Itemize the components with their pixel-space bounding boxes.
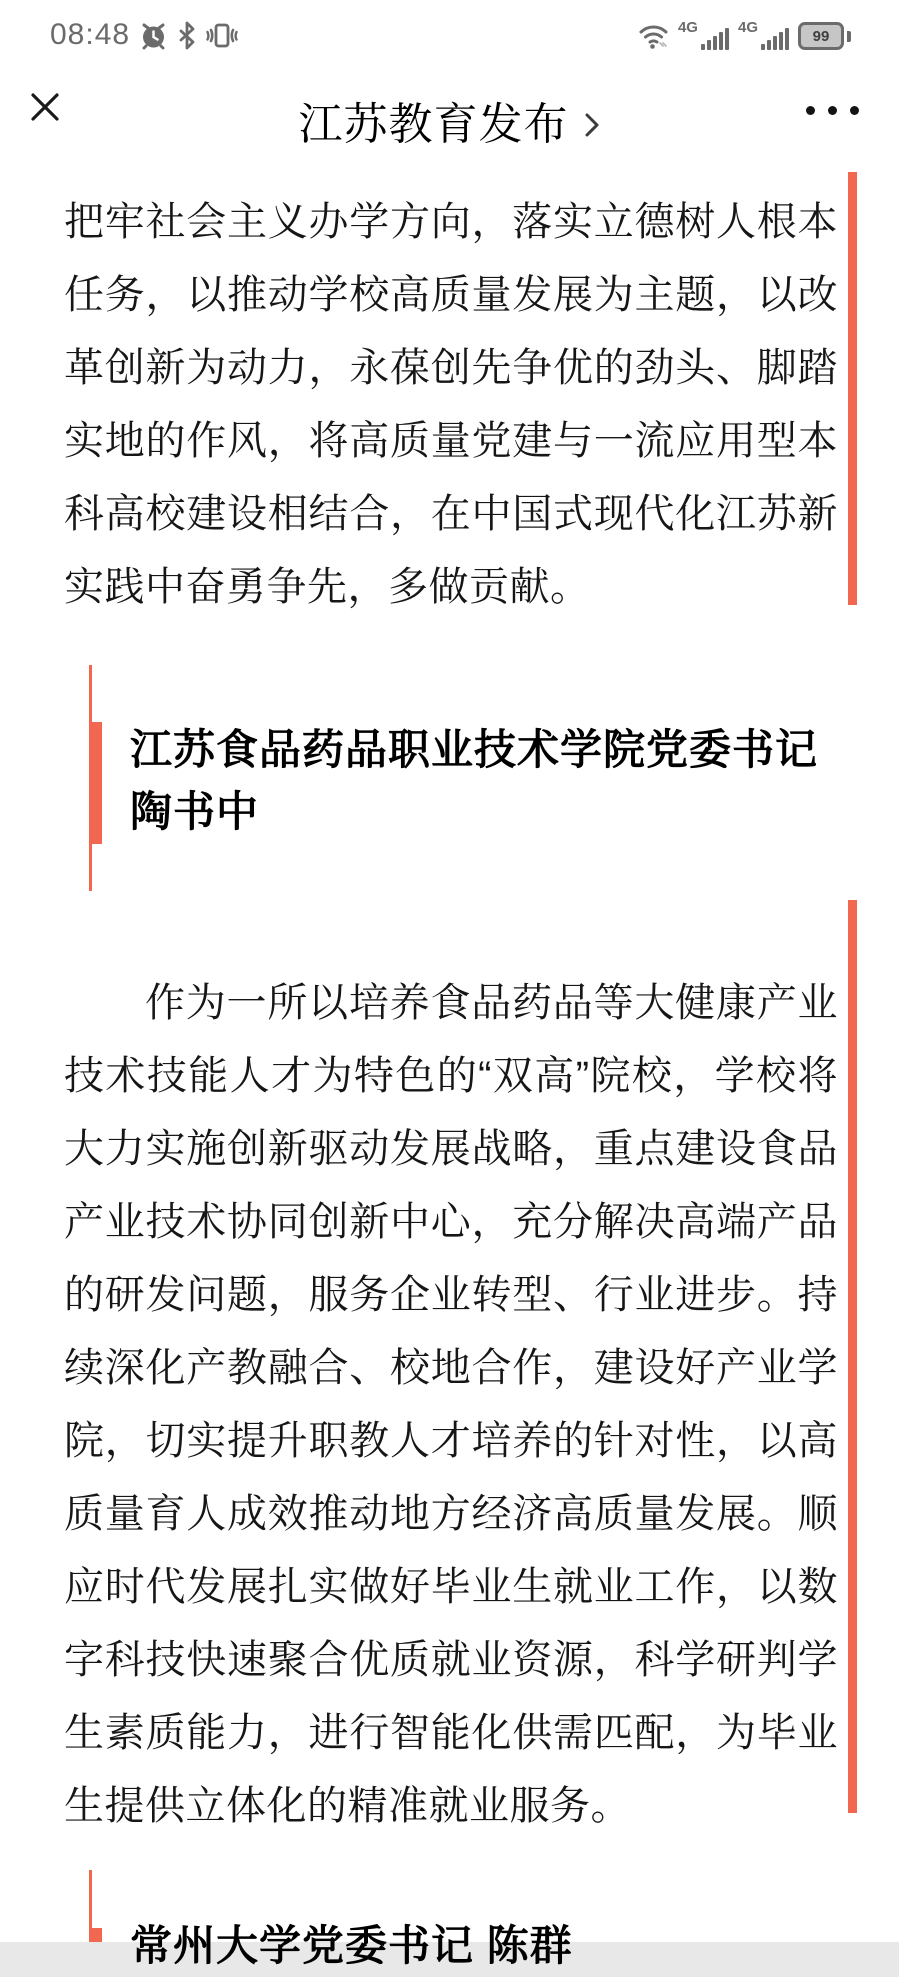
paragraph-accent-bar bbox=[848, 172, 857, 605]
heading-line: 常州大学党委书记 陈群 bbox=[130, 1922, 573, 1969]
bluetooth-icon bbox=[177, 21, 197, 50]
signal-bars-icon bbox=[761, 24, 789, 50]
wifi-icon bbox=[638, 23, 669, 50]
status-right-group bbox=[638, 20, 851, 50]
article-paragraph: 把牢社会主义办学方向，落实立德树人根本任务，以推动学校高质量发展为主题，以改革创新为动力，永葆创先争优的劲头、脚踏实地的作风，将高质量党建与一流应用型本科高校建设相结合，在中国式现代化江苏新实践中奋勇争先，多做贡献。 bbox=[64, 200, 838, 609]
paragraph-accent-bar bbox=[848, 900, 857, 1813]
heading-line: 江苏食品药品职业技术学院党委书记 bbox=[130, 726, 819, 773]
section-heading-speaker bbox=[130, 719, 850, 843]
status-left-group bbox=[50, 20, 238, 50]
status-bar bbox=[0, 0, 899, 56]
sim2-signal bbox=[738, 20, 789, 50]
alarm-icon bbox=[139, 21, 168, 50]
battery-icon bbox=[798, 22, 851, 50]
vibrate-icon bbox=[206, 21, 238, 50]
sim2-network-type: 4G bbox=[737, 19, 758, 36]
heading-accent-block bbox=[92, 722, 102, 844]
article-paragraph: 作为一所以培养食品药品等大健康产业技术技能人才为特色的“双高”院校，学校将大力实施创新驱动发展战略，重点建设食品产业技术协同创新中心，充分解决高端产品的研发问题，服务企业转型、行业进步。持续深化产教融合、校地合作，建设好产业学院，切实提升职教人才培养的针对性，以高质量育人成效推动地方经济高质量发展。顺应时代发展扎实做好毕业生就业工作，以数字科技快速聚合优质就业资源，科学研判学生素质能力，进行智能化供需匹配，为毕业生提供立体化的精准就业服务。 bbox=[64, 981, 838, 1828]
sim1-network-type: 4G bbox=[677, 19, 698, 36]
heading-accent-block bbox=[92, 1928, 102, 1942]
official-account-link[interactable] bbox=[0, 56, 899, 168]
chevron-right-icon bbox=[583, 108, 601, 142]
signal-bars-icon bbox=[701, 24, 729, 50]
section-heading-speaker-clipped bbox=[130, 1915, 850, 1977]
heading-line: 陶书中 bbox=[130, 788, 260, 835]
battery-percent: 99 bbox=[812, 27, 830, 45]
page-title: 江苏教育发布 bbox=[298, 100, 569, 149]
nav-bar bbox=[0, 56, 899, 168]
clock-time: 08:48 bbox=[50, 18, 131, 51]
more-menu-icon[interactable] bbox=[806, 106, 859, 115]
sim1-signal bbox=[678, 20, 729, 50]
